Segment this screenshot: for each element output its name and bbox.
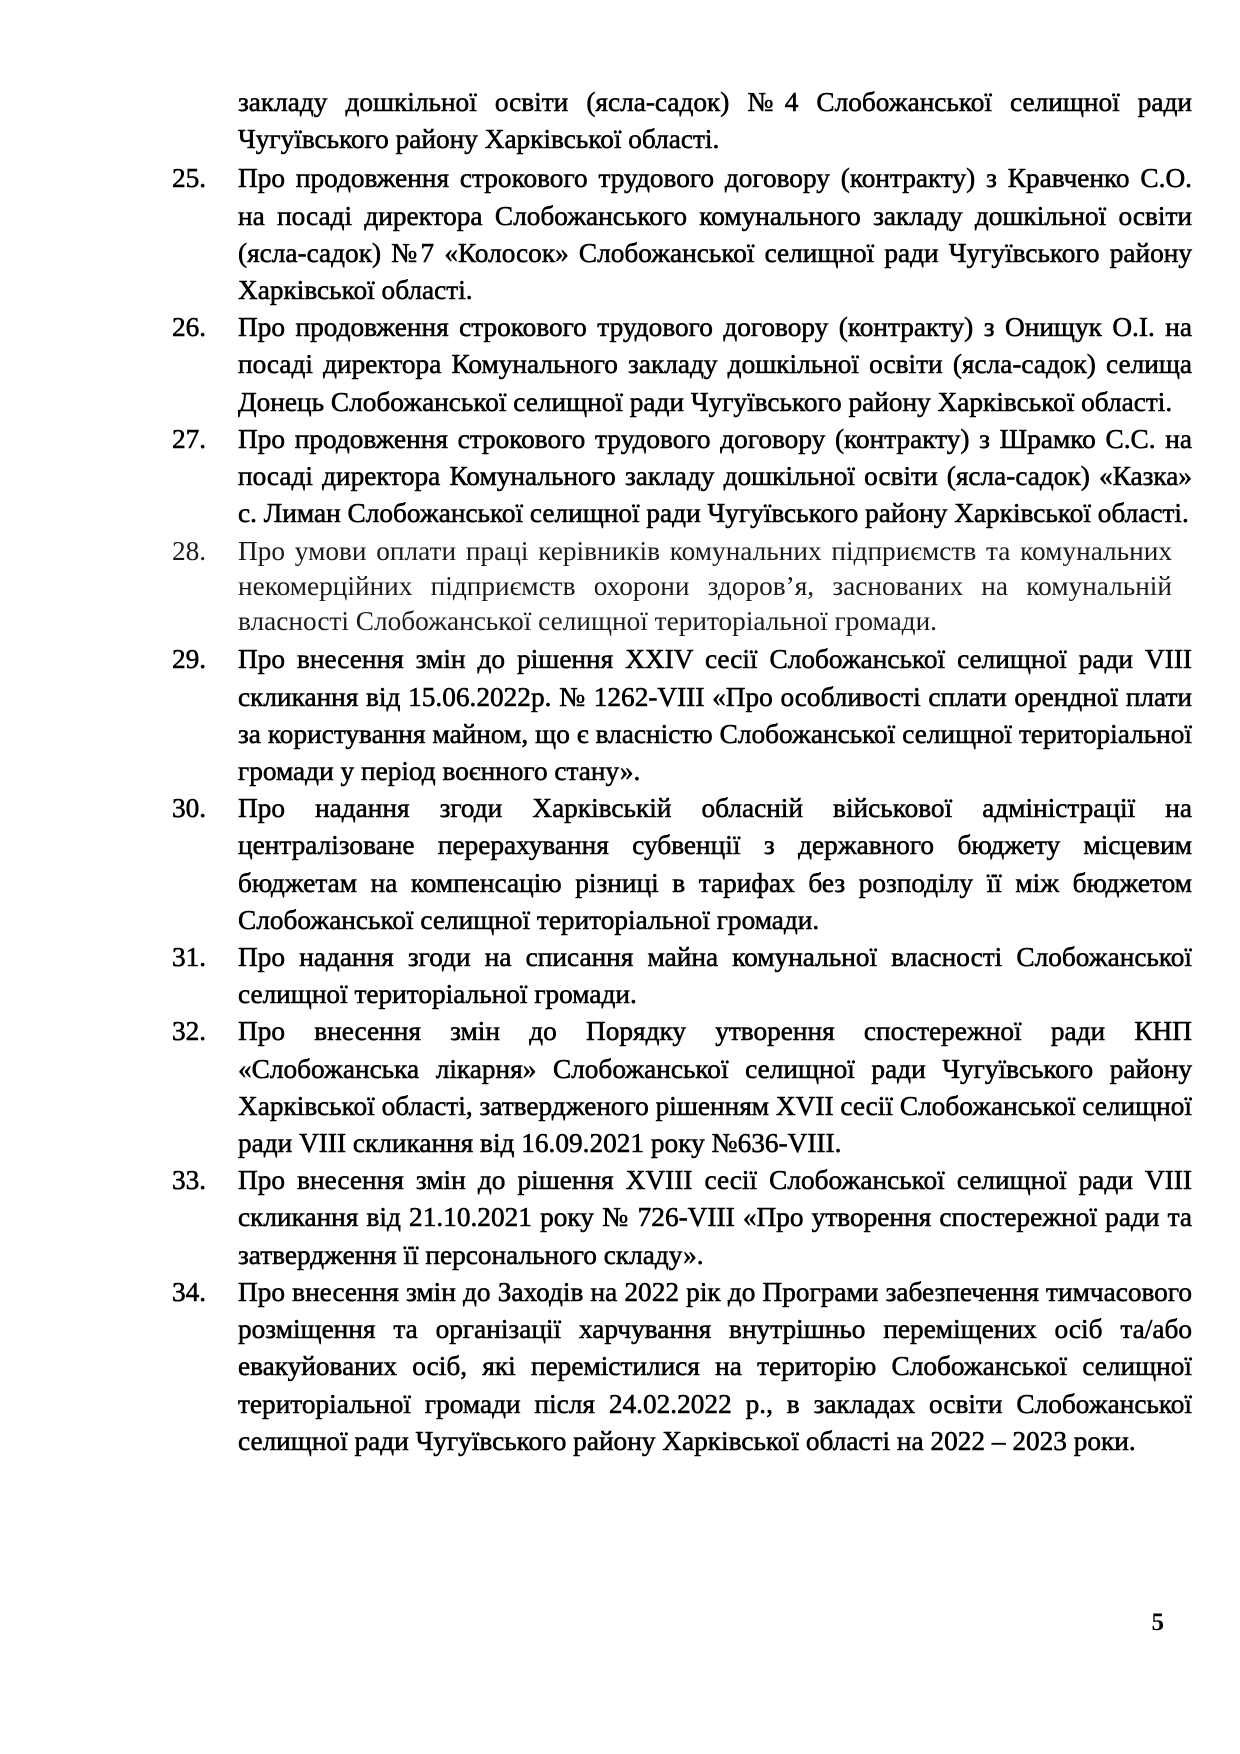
agenda-item-number: 28.: [172, 536, 207, 567]
agenda-item-number: 29.: [172, 644, 207, 675]
agenda-item-number: 26.: [172, 312, 207, 343]
agenda-item-31: [172, 939, 1192, 1013]
agenda-item-text: Про внесення змін до Заходів на 2022 рік до Програми забезпечення тимчасового розміщення та організації харчування внутрішньо переміщених осіб та/або евакуйованих осіб, які перемістилися на територію Слобожанської селищної територіальної громади після 24.02.2022 р., в закладах освіти Слобожанської селищної ради Чугуївського району Харківської області на 2022 – 2023 роки.: [238, 1276, 1192, 1456]
agenda-item-number: 27.: [172, 423, 207, 454]
agenda-item-34: [172, 1274, 1192, 1460]
agenda-item-30: [172, 790, 1192, 939]
agenda-item-26: [172, 309, 1192, 421]
agenda-item-33: [172, 1162, 1192, 1274]
agenda-item-text: Про надання згоди Харківській обласній військової адміністрації на централізоване перерахування субвенції з державного бюджету місцевим бюджетам на компенсацію різниці в тарифах без розподілу її між бюджетом Слобожанської селищної територіальної громади.: [238, 793, 1192, 935]
agenda-item-number: 30.: [172, 793, 207, 824]
agenda-item-text: Про продовження строкового трудового договору (контракту) з Шрамко С.С. на посаді директора Комунального закладу дошкільної освіти (ясла-садок) «Казка» с. Лиман Слобожанської селищної ради Чугуївського району Харківської області.: [238, 423, 1192, 529]
agenda-item-text: Про надання згоди на списання майна комунальної власності Слобожанської селищної територіальної громади.: [238, 942, 1192, 1010]
agenda-item-32: [172, 1013, 1192, 1162]
agenda-item-text: Про продовження строкового трудового договору (контракту) з Кравченко С.О. на посаді директора Слобожанського комунального закладу дошкільної освіти (ясла-садок) №7 «Колосок» Слобожанської селищної ради Чугуївського району Харківської області.: [238, 163, 1192, 306]
agenda-item-text: Про умови оплати праці керівників комунальних підприємств та комунальних некомерційних підприємств охорони здоров’я, заснованих на комунальній власності Слобожанської селищної територіальної громади.: [238, 536, 1172, 637]
agenda-item-28: [172, 534, 1192, 639]
agenda-item-number: 34.: [172, 1276, 207, 1307]
agenda-item-text: Про продовження строкового трудового договору (контракту) з Онищук О.І. на посаді директора Комунального закладу дошкільної освіти (ясла-садок) селища Донець Слобожанської селищної ради Чугуївського району Харківської області.: [238, 312, 1192, 417]
agenda-item-27: [172, 421, 1192, 533]
agenda-item-text: Про внесення змін до рішення XXIV сесії Слобожанської селищної ради VIII скликання від 15.06.2022р. № 1262-VIII «Про особливості сплати орендної плати за користування майном, що є власністю Слобожанської селищної територіальної громади у період воєнного стану».: [238, 644, 1192, 787]
agenda-item-text: закладу дошкільної освіти (ясла-садок) №4 Слобожанської селищної ради Чугуївського району Харківської області.: [238, 87, 1192, 155]
agenda-item-text: Про внесення змін до Порядку утворення спостережної ради КНП «Слобожанська лікарня» Слобожанської селищної ради Чугуївського району Харківської області, затвердженого рішенням XVII сесії Слобожанської селищної ради VIII скликання від 16.09.2021 року №636-VIII.: [238, 1016, 1192, 1159]
page-number: 5: [1151, 1609, 1164, 1636]
agenda-item-text: Про внесення змін до рішення XVIII сесії Слобожанської селищної ради VIII скликання від 21.10.2021 року № 726-VIII «Про утворення спостережної ради та затвердження її персонального складу».: [238, 1165, 1192, 1270]
agenda-list: [172, 84, 1192, 1460]
agenda-item-29: [172, 641, 1192, 790]
agenda-item-number: 25.: [172, 163, 207, 194]
agenda-item-continuation: [172, 84, 1192, 158]
agenda-item-number: 32.: [172, 1016, 207, 1047]
agenda-item-25: [172, 160, 1192, 309]
agenda-item-number: 31.: [172, 942, 207, 973]
agenda-item-number: 33.: [172, 1165, 207, 1196]
